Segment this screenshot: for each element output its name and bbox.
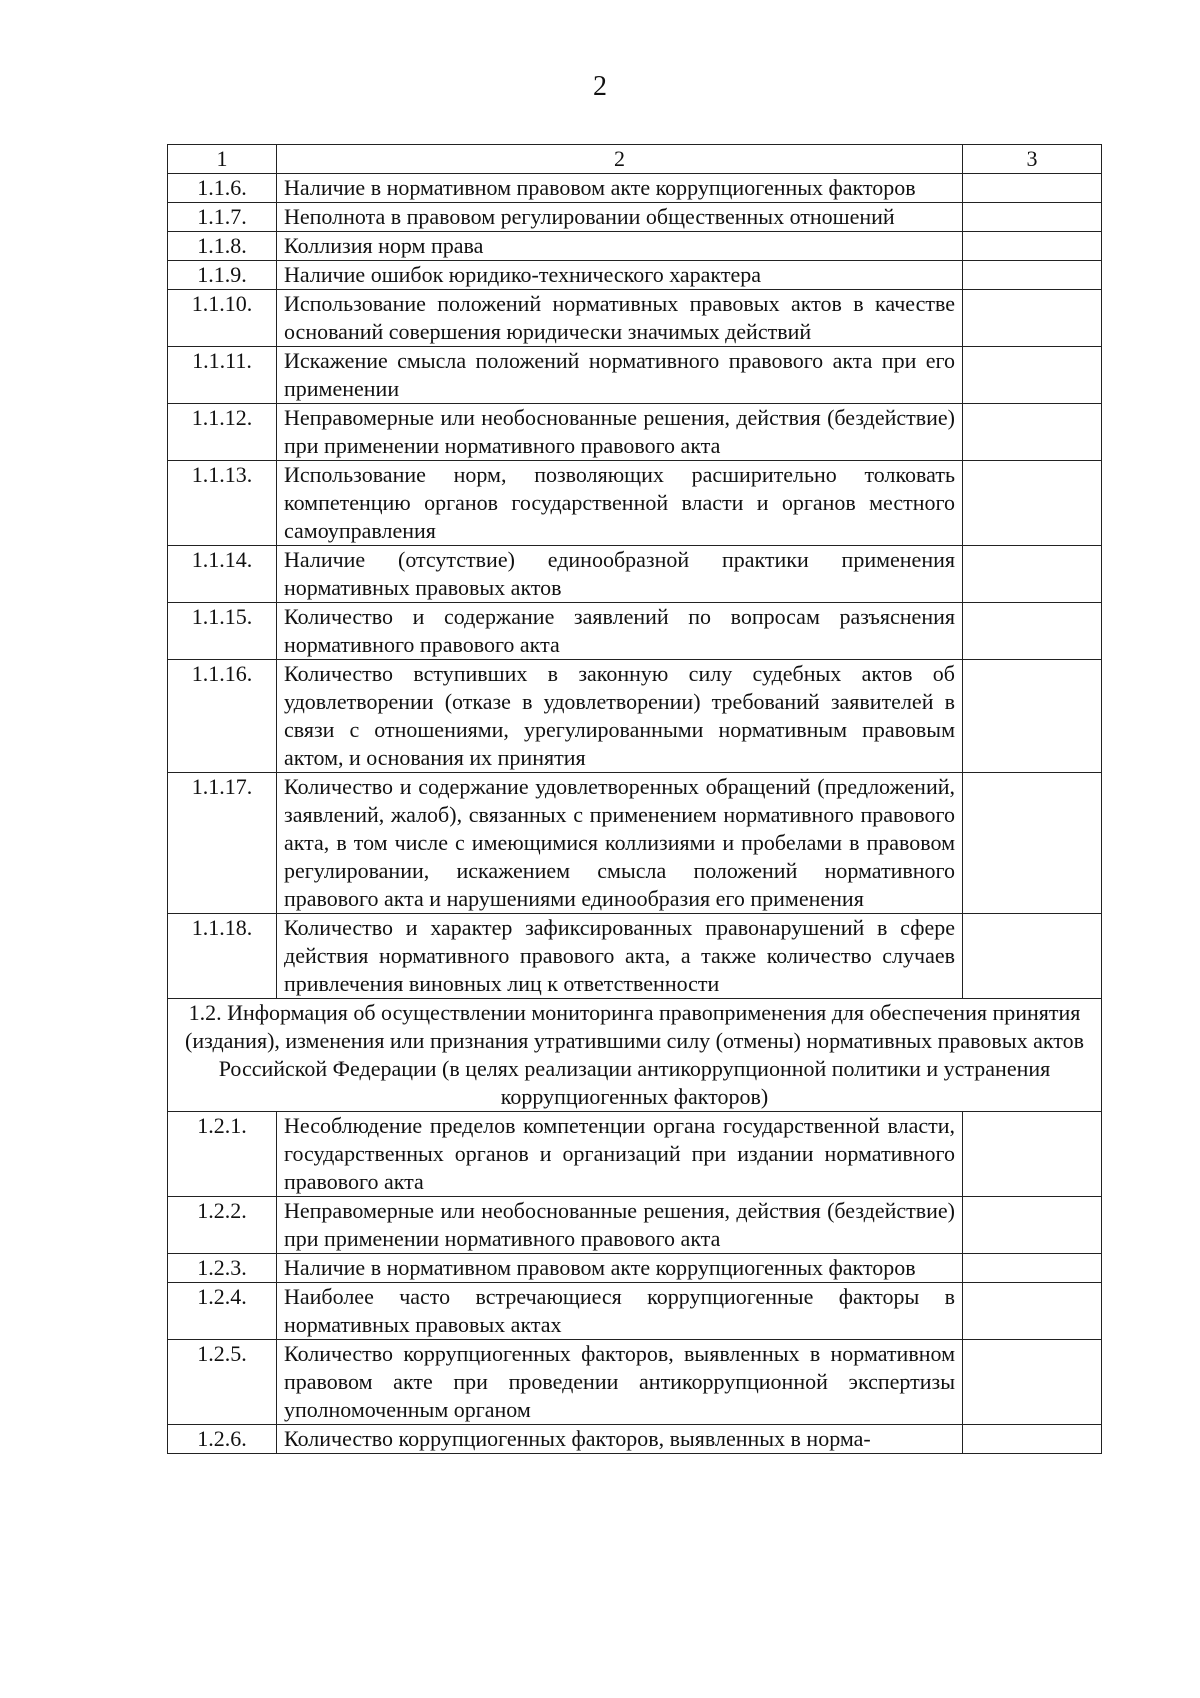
item-value-cell <box>963 174 1102 203</box>
item-value-cell <box>963 203 1102 232</box>
column-header-2: 2 <box>277 145 963 174</box>
item-description: Неполнота в правовом регулировании общественных отношений <box>277 203 963 232</box>
item-description: Наличие в нормативном правовом акте коррупциогенных факторов <box>277 174 963 203</box>
table-row <box>168 1425 1102 1454</box>
table-row <box>168 660 1102 773</box>
table-row <box>168 174 1102 203</box>
table-row <box>168 914 1102 999</box>
table-row <box>168 1112 1102 1197</box>
table-row <box>168 773 1102 914</box>
table-row <box>168 203 1102 232</box>
item-description: Количество и содержание заявлений по вопросам разъяснения нормативного правового акта <box>277 603 963 660</box>
item-description: Использование положений нормативных правовых актов в качестве оснований совершения юридически значимых действий <box>277 290 963 347</box>
table-row <box>168 232 1102 261</box>
table-row <box>168 546 1102 603</box>
item-number: 1.1.15. <box>168 603 277 660</box>
item-value-cell <box>963 261 1102 290</box>
item-description: Наиболее часто встречающиеся коррупциогенные факторы в нормативных правовых актах <box>277 1283 963 1340</box>
item-value-cell <box>963 290 1102 347</box>
item-value-cell <box>963 1425 1102 1454</box>
item-number: 1.1.16. <box>168 660 277 773</box>
table-row <box>168 461 1102 546</box>
table-row <box>168 603 1102 660</box>
item-number: 1.1.17. <box>168 773 277 914</box>
item-number: 1.2.6. <box>168 1425 277 1454</box>
item-number: 1.2.3. <box>168 1254 277 1283</box>
item-value-cell <box>963 546 1102 603</box>
item-description: Количество коррупциогенных факторов, выявленных в нормативном правовом акте при проведении антикоррупционной экспертизы уполномоченным органом <box>277 1340 963 1425</box>
item-number: 1.1.12. <box>168 404 277 461</box>
page-number: 2 <box>593 71 607 102</box>
item-value-cell <box>963 1254 1102 1283</box>
table-row <box>168 404 1102 461</box>
item-description: Неправомерные или необоснованные решения, действия (бездействие) при применении нормативного правового акта <box>277 404 963 461</box>
item-value-cell <box>963 603 1102 660</box>
item-number: 1.1.7. <box>168 203 277 232</box>
table-row <box>168 1340 1102 1425</box>
table-row <box>168 290 1102 347</box>
indicators-table <box>167 144 1102 1454</box>
item-value-cell <box>963 1197 1102 1254</box>
item-value-cell <box>963 773 1102 914</box>
item-description: Наличие (отсутствие) единообразной практики применения нормативных правовых актов <box>277 546 963 603</box>
item-value-cell <box>963 1340 1102 1425</box>
item-number: 1.1.18. <box>168 914 277 999</box>
item-description: Количество и содержание удовлетворенных обращений (предложений, заявлений, жалоб), связанных с применением нормативного правового акта, в том числе с имеющимися коллизиями и пробелами в правовом регулировании, искажением смысла положений нормативного правового акта и нарушениями единообразия его применения <box>277 773 963 914</box>
item-description: Наличие в нормативном правовом акте коррупциогенных факторов <box>277 1254 963 1283</box>
item-description: Неправомерные или необоснованные решения, действия (бездействие) при применении нормативного правового акта <box>277 1197 963 1254</box>
item-number: 1.1.10. <box>168 290 277 347</box>
item-value-cell <box>963 660 1102 773</box>
section-heading: 1.2. Информация об осуществлении мониторинга правоприменения для обеспечения принятия (издания), изменения или признания утратившими силу (отмены) нормативных правовых актов Российской Федерации (в целях реализации антикоррупционной политики и устранения коррупциогенных факторов) <box>168 999 1102 1112</box>
item-description: Использование норм, позволяющих расширительно толковать компетенцию органов государственной власти и органов местного самоуправления <box>277 461 963 546</box>
item-number: 1.2.1. <box>168 1112 277 1197</box>
item-number: 1.2.5. <box>168 1340 277 1425</box>
item-description: Количество вступивших в законную силу судебных актов об удовлетворении (отказе в удовлетворении) требований заявителей в связи с отношениями, урегулированными нормативным правовым актом, и основания их принятия <box>277 660 963 773</box>
item-value-cell <box>963 1283 1102 1340</box>
table-row <box>168 261 1102 290</box>
item-value-cell <box>963 232 1102 261</box>
item-value-cell <box>963 1112 1102 1197</box>
item-number: 1.1.9. <box>168 261 277 290</box>
item-description: Коллизия норм права <box>277 232 963 261</box>
table-row <box>168 1254 1102 1283</box>
item-number: 1.2.2. <box>168 1197 277 1254</box>
item-value-cell <box>963 461 1102 546</box>
section-row <box>168 999 1102 1112</box>
item-value-cell <box>963 914 1102 999</box>
table-row <box>168 1283 1102 1340</box>
item-description: Количество и характер зафиксированных правонарушений в сфере действия нормативного правового акта, а также количество случаев привлечения виновных лиц к ответственности <box>277 914 963 999</box>
item-value-cell <box>963 404 1102 461</box>
item-description: Наличие ошибок юридико-технического характера <box>277 261 963 290</box>
item-number: 1.1.13. <box>168 461 277 546</box>
item-number: 1.2.4. <box>168 1283 277 1340</box>
item-number: 1.1.11. <box>168 347 277 404</box>
table-row <box>168 1197 1102 1254</box>
item-description: Искажение смысла положений нормативного правового акта при его применении <box>277 347 963 404</box>
item-number: 1.1.8. <box>168 232 277 261</box>
column-header-3: 3 <box>963 145 1102 174</box>
item-value-cell <box>963 347 1102 404</box>
table-row <box>168 347 1102 404</box>
item-description: Несоблюдение пределов компетенции органа государственной власти, государственных органов и организаций при издании нормативного правового акта <box>277 1112 963 1197</box>
item-description: Количество коррупциогенных факторов, выявленных в норма- <box>277 1425 963 1454</box>
column-header-1: 1 <box>168 145 277 174</box>
item-number: 1.1.6. <box>168 174 277 203</box>
table-header-row <box>168 145 1102 174</box>
item-number: 1.1.14. <box>168 546 277 603</box>
